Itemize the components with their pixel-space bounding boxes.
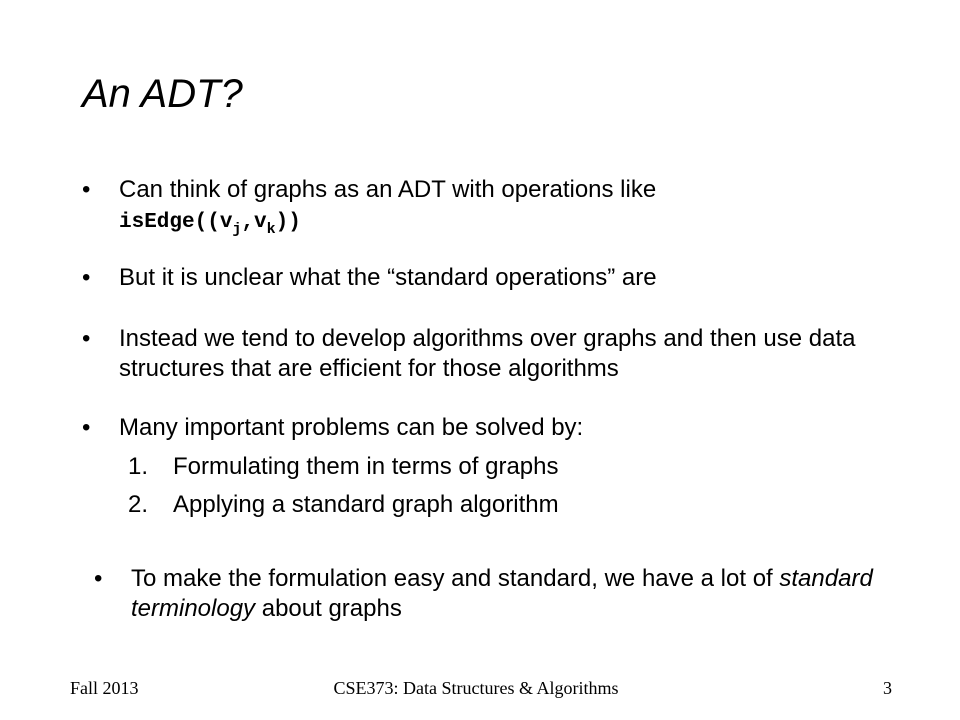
footer-term: Fall 2013 [70,678,139,698]
bullet-text-after: about graphs [261,595,402,622]
numbered-item-formulating [128,452,559,482]
bullet-text [119,175,902,239]
bullet-text: Many important problems can be solved by: [119,414,584,441]
bullet-text: But it is unclear what the “standard operations” are [119,264,657,291]
code-middle: ,v [241,211,267,234]
bullet-standard-operations [82,263,902,293]
code-suffix: )) [275,211,301,234]
bullet-text-intro: Can think of graphs as an ADT with operations like [119,176,657,203]
bullet-adt-operations [82,175,902,239]
bullet-text-before: To make the formulation easy and standard, we have a lot of [131,565,773,592]
slide-title: An ADT? [82,72,243,116]
page-number: 3 [883,678,892,698]
bullet-marker: • [82,325,91,352]
bullet-algorithms [82,324,902,384]
terminology-emphasis: standard terminology [131,565,873,622]
bullet-important-problems [82,413,902,443]
is-edge-code [119,211,301,238]
numbered-item-applying [128,490,559,520]
item-number: 1. [128,453,149,480]
bullet-marker: • [82,176,91,203]
bullet-marker: • [82,414,91,441]
bullet-marker: • [94,565,103,592]
item-text: Applying a standard graph algorithm [173,491,559,518]
code-subscript-j: j [232,221,242,238]
item-number: 2. [128,491,149,518]
item-text: Formulating them in terms of graphs [173,453,559,480]
code-subscript-k: k [266,221,276,238]
footer-course: CSE373: Data Structures & Algorithms [333,678,619,698]
bullet-terminology [94,564,904,624]
bullet-text: Instead we tend to develop algorithms over graphs and then use data structures that are efficient for those algorithms [119,325,856,382]
bullet-text [131,564,904,624]
code-prefix: isEdge((v [119,211,233,234]
bullet-marker: • [82,264,91,291]
